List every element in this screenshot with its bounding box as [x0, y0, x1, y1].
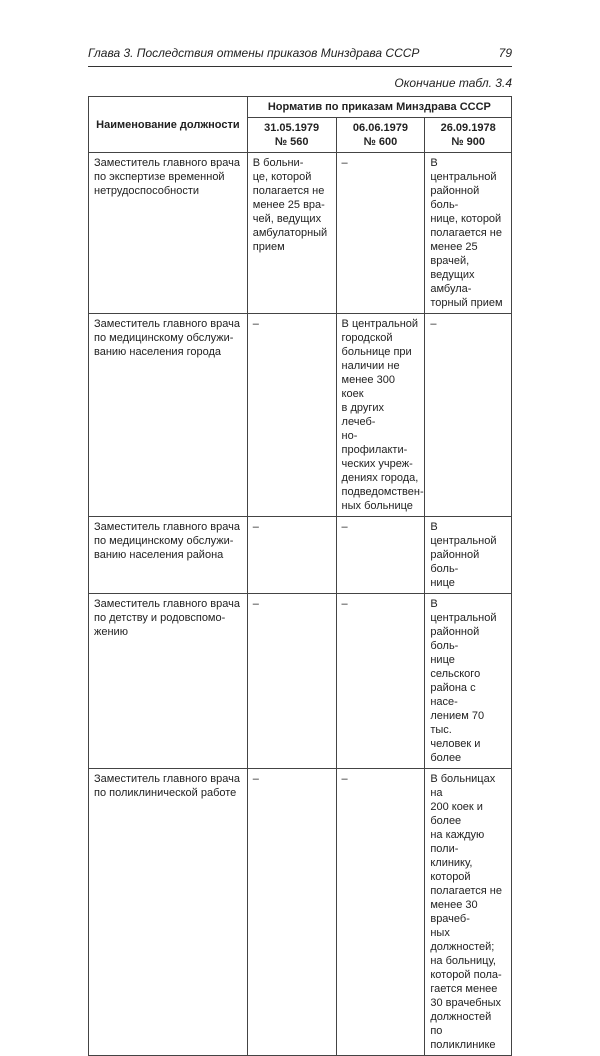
norm-cell-600: –: [336, 517, 425, 594]
order-number: № 900: [451, 136, 485, 148]
header-rule: [88, 66, 512, 67]
column-header-order-560: [247, 118, 336, 153]
table-row: [89, 314, 512, 517]
column-header-order-600: [336, 118, 425, 153]
norm-cell-900: В центральной районной боль- нице сельского района с насе- лением 70 тыс. человек и более: [425, 594, 512, 769]
table-caption: Окончание табл. 3.4: [394, 76, 512, 90]
table-row: [89, 153, 512, 314]
norm-cell-560: –: [247, 769, 336, 1056]
norms-table: [88, 96, 512, 1056]
chapter-title: Глава 3. Последствия отмены приказов Минздрава СССР: [88, 46, 420, 60]
norm-cell-600: –: [336, 594, 425, 769]
order-date: 06.06.1979: [352, 122, 408, 134]
norm-cell-560: В больни- це, которой полагается не менее 25 вра- чей, ведущих амбулаторный прием: [247, 153, 336, 314]
order-number: № 600: [363, 136, 398, 148]
position-cell: Заместитель главного врача по экспертизе временной нетрудоспособности: [89, 153, 248, 314]
table-row: [89, 517, 512, 594]
column-header-position: Наименование должности: [89, 97, 248, 153]
order-number: № 560: [274, 136, 309, 148]
position-cell: Заместитель главного врача по детству и родовспомо- жению: [89, 594, 248, 769]
norm-cell-560: –: [247, 594, 336, 769]
column-header-norms: Норматив по приказам Минздрава СССР: [247, 97, 511, 118]
table-row: [89, 769, 512, 1056]
norm-cell-600: В центральной городской больнице при наличии не менее 300 коек в других лечеб- но-профилакти- ческих учреж- дениях города, подведомствен- ных больнице: [336, 314, 425, 517]
norm-cell-900: В центральной районной боль- нице, которой полагается не менее 25 врачей, ведущих амбула- торный прием: [425, 153, 512, 314]
norm-cell-560: –: [247, 314, 336, 517]
position-cell: Заместитель главного врача по медицинскому обслужи- ванию населения района: [89, 517, 248, 594]
norm-cell-600: –: [336, 153, 425, 314]
norm-cell-900: В больницах на 200 коек и более на каждую поли- клинику, которой полагается не менее 30 врачеб- ных должностей; на больницу, которой пола- гается менее 30 врачебных должностей по поликлинике: [425, 769, 512, 1056]
table-header-row: [89, 97, 512, 118]
order-date: 31.05.1979: [264, 122, 320, 134]
running-head: [88, 46, 512, 60]
order-date: 26.09.1978: [440, 122, 496, 134]
column-header-order-900: [425, 118, 512, 153]
norm-cell-560: –: [247, 517, 336, 594]
page-number: 79: [498, 46, 512, 60]
norm-cell-900: В центральной районной боль- нице: [425, 517, 512, 594]
position-cell: Заместитель главного врача по медицинскому обслужи- ванию населения города: [89, 314, 248, 517]
norm-cell-600: –: [336, 769, 425, 1056]
norm-cell-900: –: [425, 314, 512, 517]
position-cell: Заместитель главного врача по поликлинической работе: [89, 769, 248, 1056]
table-row: [89, 594, 512, 769]
